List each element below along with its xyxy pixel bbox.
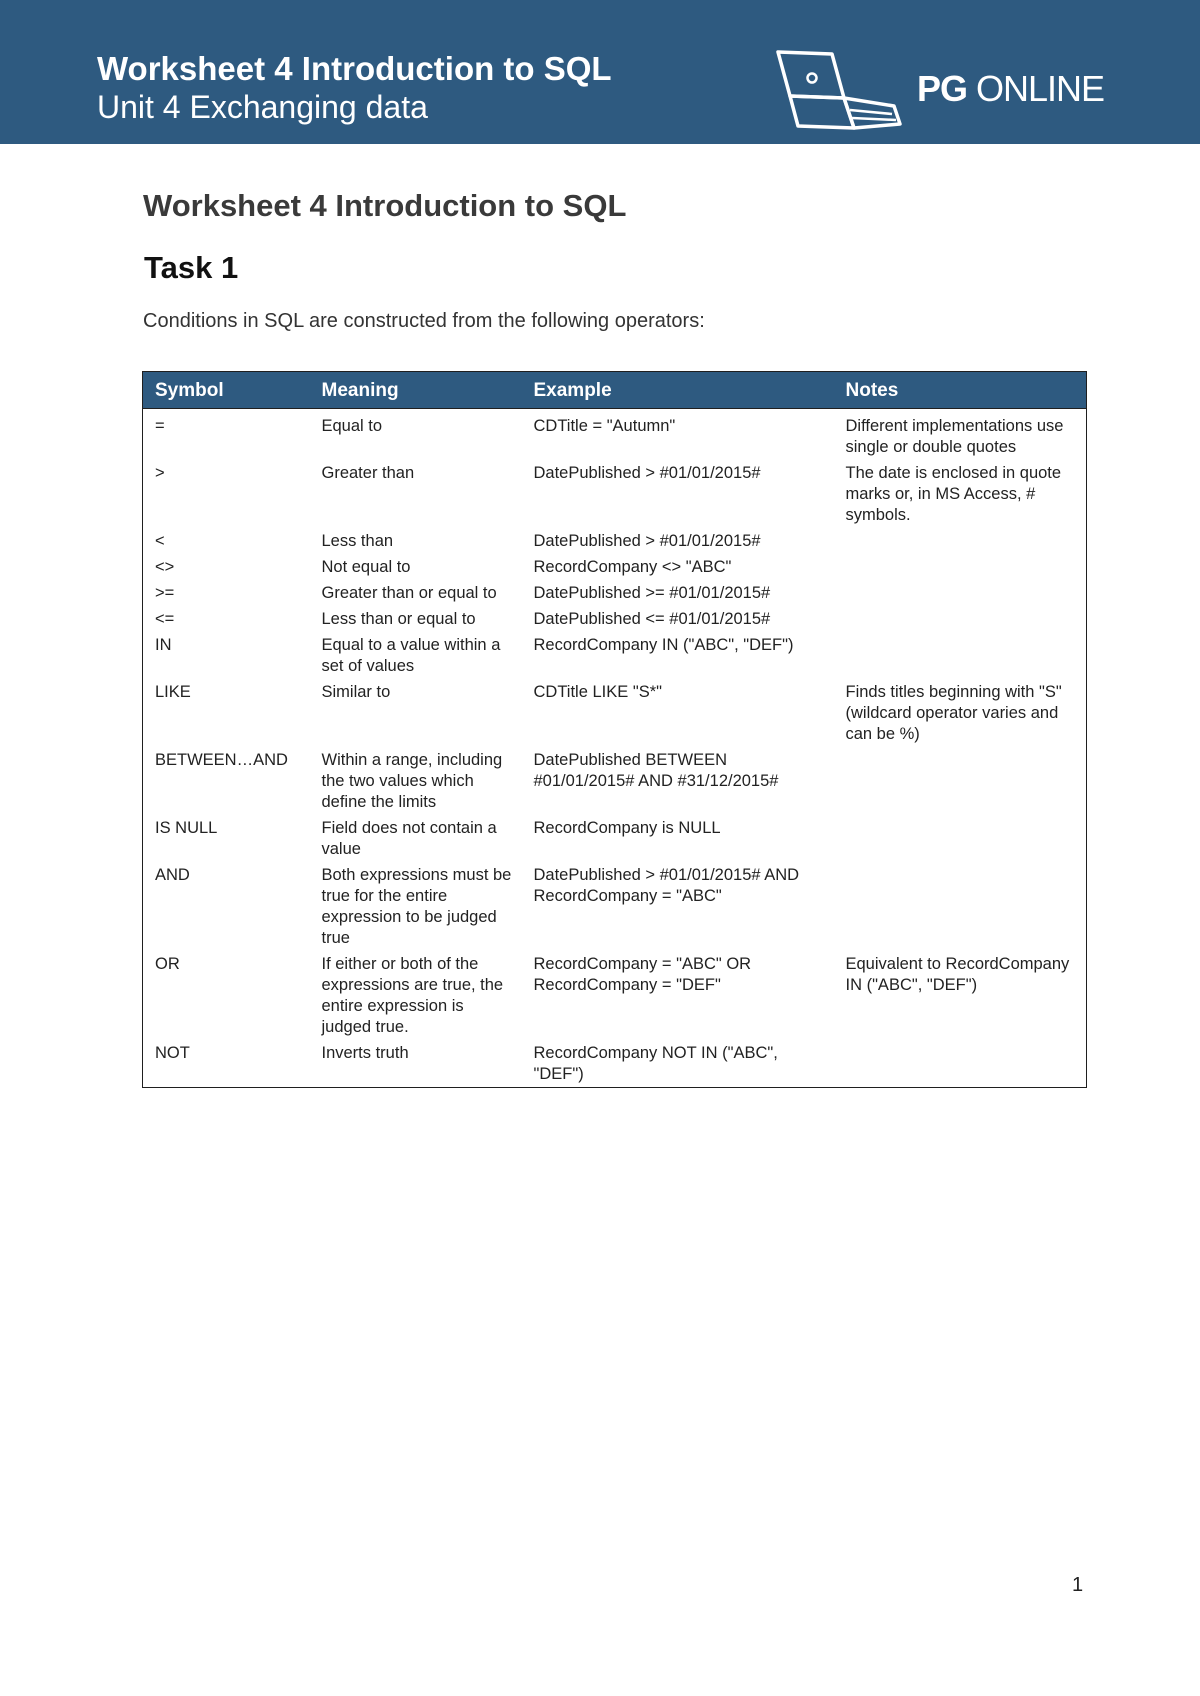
symbol-cell: IS NULL <box>155 819 218 837</box>
example-cell: RecordCompany = "ABC" OR RecordCompany = "DEF" <box>533 955 752 994</box>
intro-text: Conditions in SQL are constructed from the following operators: <box>143 310 705 332</box>
column-header-notes: Notes <box>834 372 1087 409</box>
notes-cell <box>834 748 1087 816</box>
header-title: Worksheet 4 Introduction to SQL <box>97 50 612 87</box>
laptop-logo-icon <box>772 46 912 136</box>
symbol-cell: <> <box>155 558 175 576</box>
meaning-cell: Field does not contain a value <box>321 819 497 858</box>
notes-cell <box>834 816 1087 863</box>
meaning-cell: If either or both of the expressions are true, the entire expression is judged true. <box>321 955 504 1036</box>
meaning-cell: Greater than or equal to <box>321 584 497 602</box>
notes-cell: Finds titles beginning with "S" (wildcard operator varies and can be %) <box>845 683 1062 743</box>
example-cell: DatePublished > #01/01/2015# <box>533 464 761 482</box>
table-row <box>143 633 1087 680</box>
meaning-cell: Less than <box>321 532 394 550</box>
notes-cell <box>834 529 1087 555</box>
notes-cell <box>834 1041 1087 1088</box>
notes-cell <box>834 863 1087 952</box>
meaning-cell: Greater than <box>321 464 415 482</box>
symbol-cell: >= <box>155 584 175 602</box>
logo-wordmark <box>917 68 1104 110</box>
example-cell: DatePublished <= #01/01/2015# <box>533 610 771 628</box>
operators-table <box>142 371 1087 1088</box>
symbol-cell: OR <box>155 955 180 973</box>
table-row <box>143 607 1087 633</box>
column-header-meaning: Meaning <box>310 372 522 409</box>
table-row <box>143 581 1087 607</box>
example-cell: RecordCompany is NULL <box>533 819 721 837</box>
example-cell: DatePublished >= #01/01/2015# <box>533 584 771 602</box>
symbol-cell: IN <box>155 636 172 654</box>
table-header-row <box>143 372 1087 409</box>
meaning-cell: Less than or equal to <box>321 610 476 628</box>
notes-cell <box>834 633 1087 680</box>
example-cell: CDTitle = "Autumn" <box>533 417 676 435</box>
table-row <box>143 816 1087 863</box>
notes-cell: The date is enclosed in quote marks or, in MS Access, # symbols. <box>845 464 1062 524</box>
table-row <box>143 409 1087 462</box>
meaning-cell: Similar to <box>321 683 391 701</box>
notes-cell <box>834 581 1087 607</box>
symbol-cell: = <box>155 417 165 435</box>
table-row <box>143 1041 1087 1088</box>
meaning-cell: Inverts truth <box>321 1044 409 1062</box>
example-cell: DatePublished > #01/01/2015# AND RecordCompany = "ABC" <box>533 866 800 905</box>
table-row <box>143 863 1087 952</box>
column-header-example: Example <box>522 372 834 409</box>
example-cell: DatePublished BETWEEN #01/01/2015# AND #31/12/2015# <box>533 751 779 790</box>
logo-brand: PG <box>917 68 968 109</box>
symbol-cell: NOT <box>155 1044 190 1062</box>
page-title: Worksheet 4 Introduction to SQL <box>143 188 627 223</box>
table-row <box>143 680 1087 748</box>
header-subtitle: Unit 4 Exchanging data <box>97 89 428 125</box>
notes-cell <box>834 555 1087 581</box>
meaning-cell: Equal to a value within a set of values <box>321 636 501 675</box>
example-cell: DatePublished > #01/01/2015# <box>533 532 761 550</box>
symbol-cell: < <box>155 532 165 550</box>
header-banner <box>0 0 1200 144</box>
example-cell: RecordCompany <> "ABC" <box>533 558 732 576</box>
table-row <box>143 461 1087 529</box>
meaning-cell: Not equal to <box>321 558 411 576</box>
logo-suffix: ONLINE <box>967 68 1105 109</box>
notes-cell: Equivalent to RecordCompany IN ("ABC", "DEF") <box>845 955 1070 994</box>
table-row <box>143 529 1087 555</box>
table-row <box>143 555 1087 581</box>
task-heading: Task 1 <box>144 250 239 285</box>
notes-cell: Different implementations use single or double quotes <box>845 417 1064 456</box>
symbol-cell: <= <box>155 610 175 628</box>
symbol-cell: BETWEEN…AND <box>155 751 288 769</box>
pg-online-logo <box>772 46 1112 136</box>
table-row <box>143 952 1087 1041</box>
symbol-cell: LIKE <box>155 683 191 701</box>
column-header-symbol: Symbol <box>143 372 310 409</box>
meaning-cell: Both expressions must be true for the entire expression to be judged true <box>321 866 512 947</box>
table-row <box>143 748 1087 816</box>
notes-cell <box>834 607 1087 633</box>
page-number: 1 <box>1072 1574 1084 1596</box>
symbol-cell: > <box>155 464 165 482</box>
meaning-cell: Within a range, including the two values which define the limits <box>321 751 503 811</box>
symbol-cell: AND <box>155 866 190 884</box>
example-cell: RecordCompany NOT IN ("ABC", "DEF") <box>533 1044 778 1083</box>
example-cell: CDTitle LIKE "S*" <box>533 683 662 701</box>
example-cell: RecordCompany IN ("ABC", "DEF") <box>533 636 794 654</box>
meaning-cell: Equal to <box>321 417 383 435</box>
